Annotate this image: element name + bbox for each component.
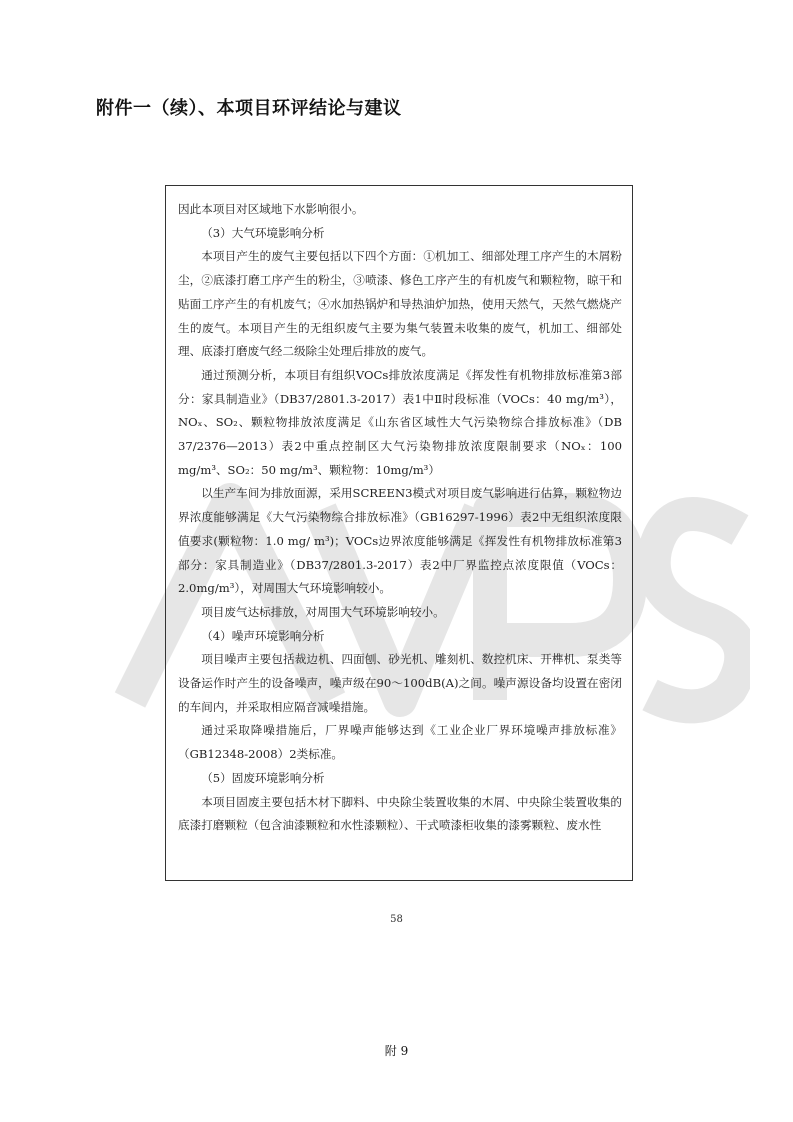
text-paragraph: 通过采取降噪措施后，厂界噪声能够达到《工业企业厂界环境噪声排放标准》（GB12348-2008）2类标准。 [178, 723, 622, 762]
page-number: 58 [390, 914, 403, 925]
section-heading-air: （3）大气环境影响分析 [201, 225, 325, 240]
appendix-page-number: 附 9 [384, 1044, 409, 1058]
content-frame [165, 185, 633, 881]
text-paragraph: 本项目产生的废气主要包括以下四个方面：①机加工、细部处理工序产生的木屑粉尘，②底漆打磨工序产生的粉尘，③喷漆、修色工序产生的有机废气和颗粒物，晾干和贴面工序产生的有机废气；④水加热锅炉和导热油炉加热，使用天然气，天然气燃烧产生的废气。本项目产生的无组织废气主要为集气装置未收集的废气，机加工、细部处理、底漆打磨废气经二级除尘处理后排放的废气。 [178, 249, 622, 359]
text-paragraph: 通过预测分析，本项目有组织VOCs排放浓度满足《挥发性有机物排放标准第3部分：家具制造业》（DB37/2801.3-2017）表1中Ⅱ时段标准（VOCs：40 mg/m³），NOₓ、SO₂、颗粒物排放浓度满足《山东省区域性大气污染物综合排放标准》（DB 37/2376—2013）表2中重点控制区大气污染物排放浓度限制要求（NOₓ：100 mg/m³、SO₂：50 mg/m³、颗粒物：10mg/m³） [178, 367, 622, 477]
section-heading-solid-waste: （5）固废环境影响分析 [201, 770, 325, 785]
section-heading-noise: （4）噪声环境影响分析 [201, 628, 325, 643]
text-paragraph: 以生产车间为排放面源，采用SCREEN3模式对项目废气影响进行估算，颗粒物边界浓度能够满足《大气污染物综合排放标准》（GB16297-1996）表2中无组织浓度限值要求(颗粒物：1.0 mg/ m³)；VOCs边界浓度能够满足《挥发性有机物排放标准第3部分：家具制造业》（DB37/2801.3-2017）表2中厂界监控点浓度限值（VOCs：2.0mg/m³），对周围大气环境影响较小。 [178, 486, 622, 596]
text-paragraph: 因此本项目对区域地下水影响很小。 [178, 202, 364, 216]
text-paragraph: 项目废气达标排放，对周围大气环境影响较小。 [201, 604, 445, 619]
text-paragraph: 项目噪声主要包括裁边机、四面刨、砂光机、雕刻机、数控机床、开榫机、泵类等设备运作时产生的设备噪声，噪声级在90～100dB(A)之间。噪声源设备均设置在密闭的车间内，并采取相应隔音减噪措施。 [178, 652, 622, 714]
page-heading: 附件一（续）、本项目环评结论与建议 [96, 98, 402, 119]
text-paragraph: 本项目固废主要包括木材下脚料、中央除尘装置收集的木屑、中央除尘装置收集的底漆打磨颗粒（包含油漆颗粒和水性漆颗粒）、干式喷漆柜收集的漆雾颗粒、废水性 [178, 794, 622, 833]
